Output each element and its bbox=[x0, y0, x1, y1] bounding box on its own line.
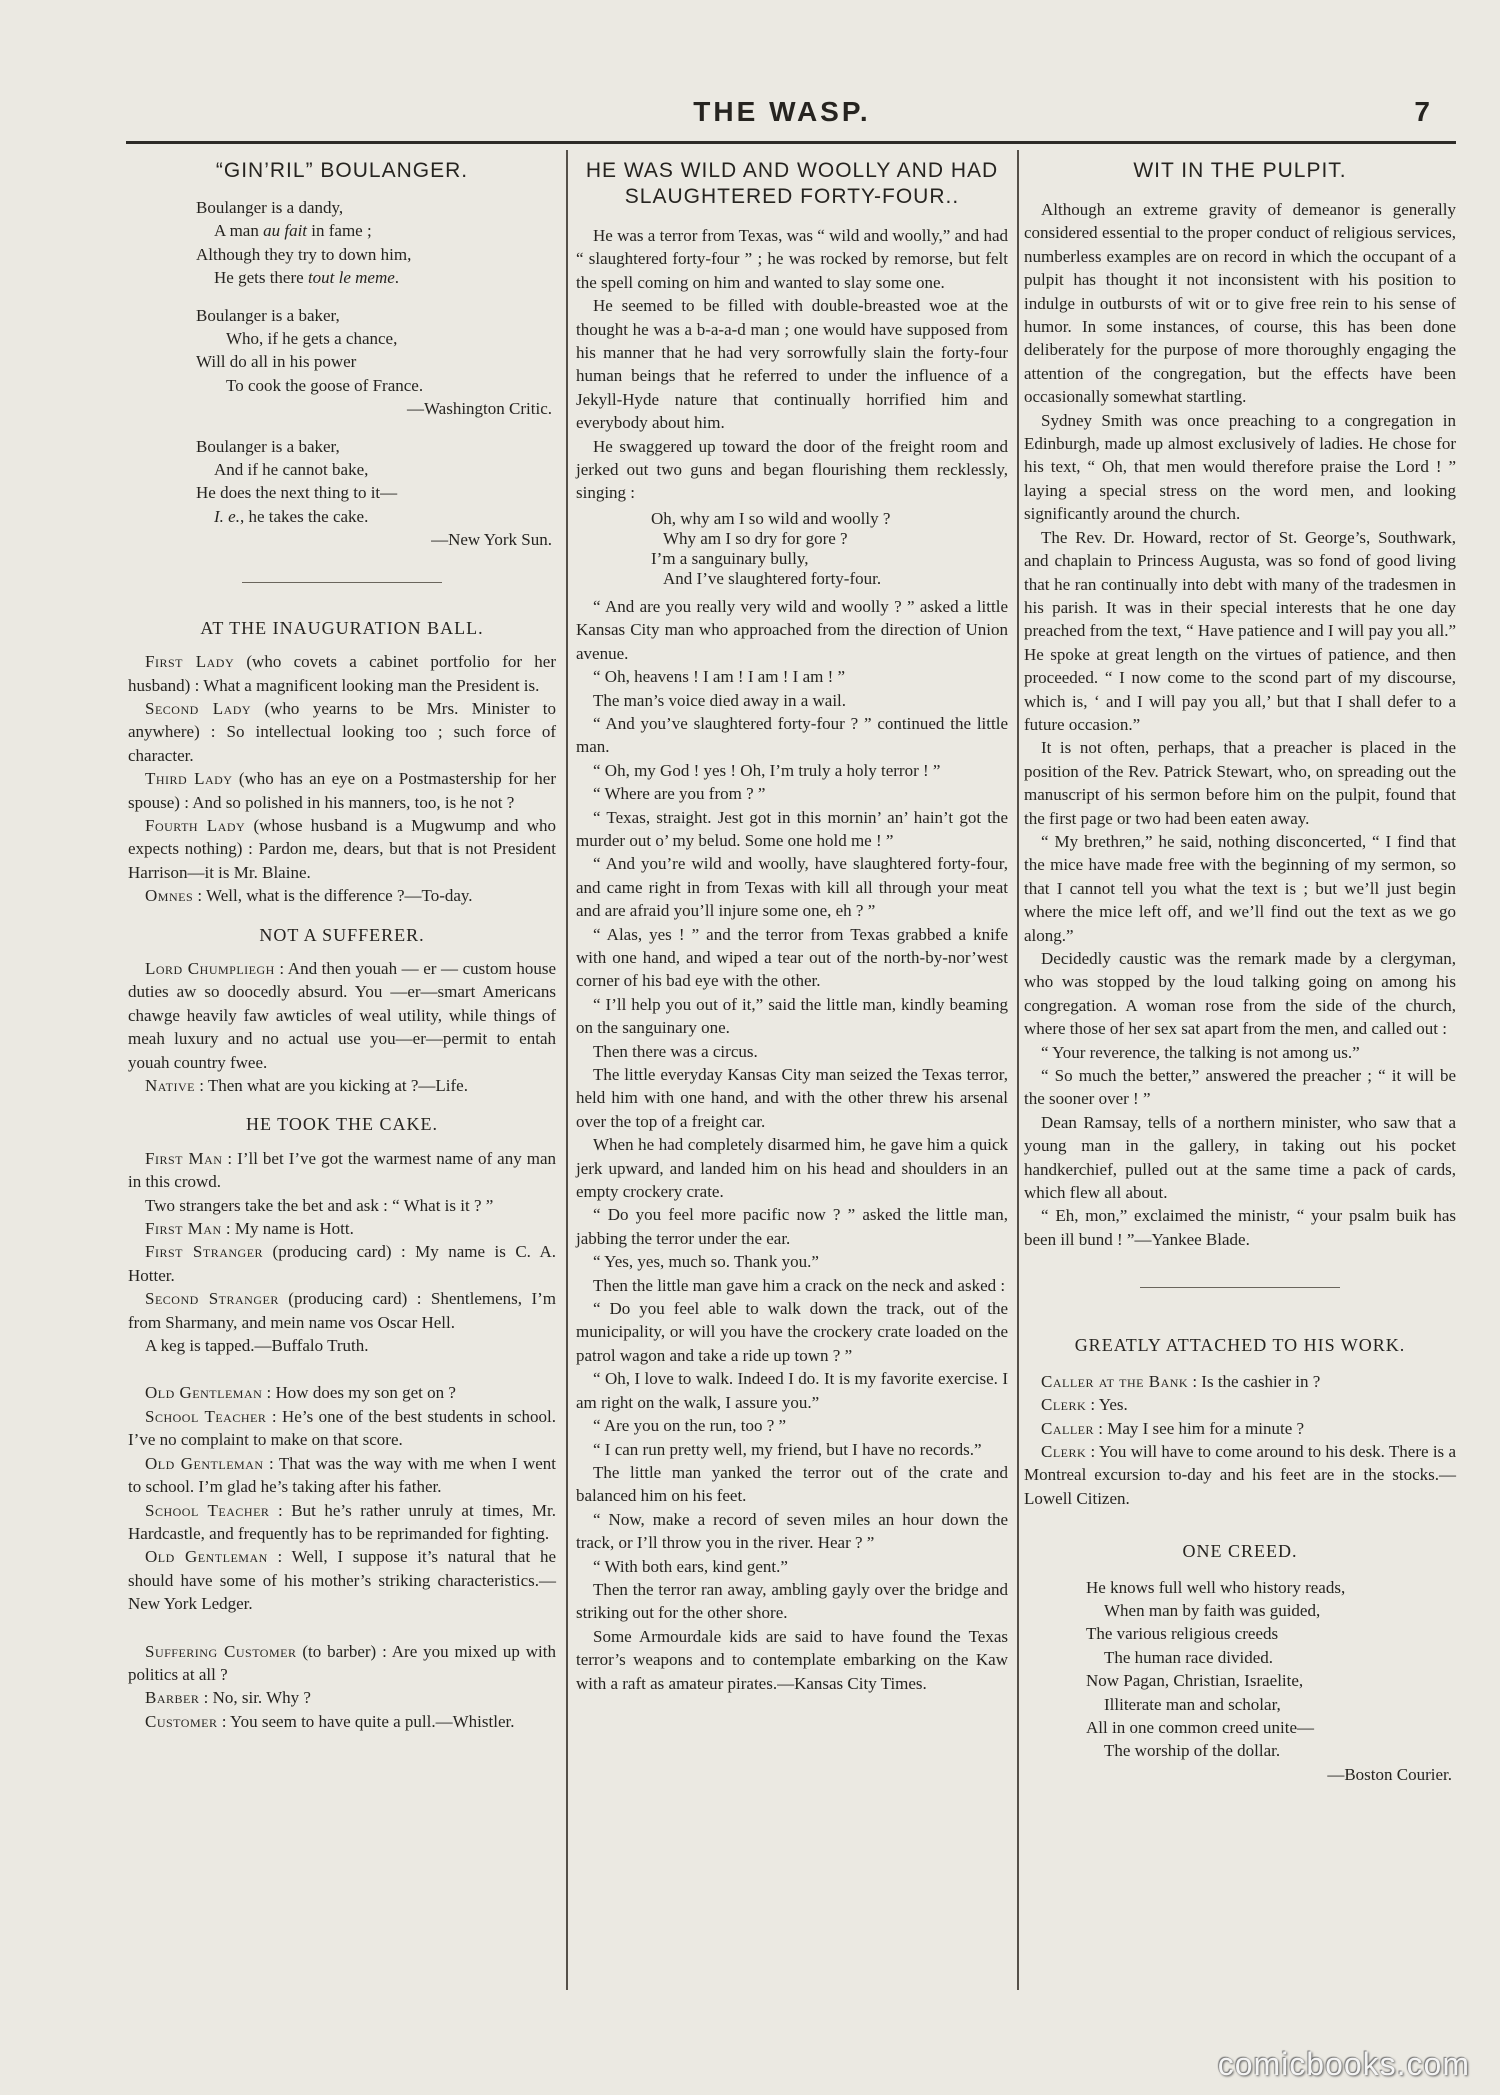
dialogue-line: Old Gentleman : Well, I suppose it’s natural that he should have some of his mother’s striking characteristics.—New York Ledger. bbox=[128, 1547, 556, 1614]
story-paragraph: “ Do you feel more pacific now ? ” asked the little man, jabbing the terror under the ear. bbox=[576, 1205, 1008, 1248]
story-paragraph: “ Yes, yes, much so. Thank you.” bbox=[593, 1252, 819, 1272]
poem-line: Boulanger is a baker, bbox=[196, 436, 340, 456]
story-paragraph: “ And are you really very wild and woolly ? ” asked a little Kansas City man who approached from the direction of Union avenue. bbox=[576, 596, 1008, 663]
dialogue-line: Third Lady (who has an eye on a Postmastership for her spouse) : And so polished in his manners, too, is he not ? bbox=[128, 769, 556, 812]
separator bbox=[1140, 1287, 1340, 1288]
cake-title: HE TOOK THE CAKE. bbox=[246, 1114, 438, 1135]
story-paragraph: “ I can run pretty well, my friend, but I have no records.” bbox=[593, 1439, 982, 1459]
story-paragraph: The man’s voice died away in a wail. bbox=[593, 690, 847, 710]
poem-line: When man by faith was guided, bbox=[1104, 1600, 1321, 1620]
attribution: —Washington Critic. bbox=[406, 399, 552, 419]
dialogue-line: Clerk : Yes. bbox=[1041, 1395, 1128, 1415]
story-paragraph: Some Armourdale kids are said to have found the Texas terror’s weapons and to contemplate embarking on the Kaw with a raft as amateur pirates.—Kansas City Times. bbox=[576, 1626, 1008, 1693]
story-paragraph: “ Oh, I love to walk. Indeed I do. It is my favorite exercise. I am right on the walk, I assure you.” bbox=[576, 1369, 1008, 1412]
poem-line: To cook the goose of France. bbox=[226, 375, 424, 395]
poem-line: Will do all in his power bbox=[196, 352, 357, 372]
dialogue-line: First Man : My name is Hott. bbox=[145, 1219, 354, 1239]
dialogue-line: Fourth Lady (whose husband is a Mugwump and who expects nothing) : Pardon me, dears, but that is not President Harrison—it is Mr. Blaine. bbox=[128, 815, 556, 882]
boulanger-stanza-1 bbox=[128, 196, 556, 290]
poem-line: I. e., he takes the cake. bbox=[214, 506, 369, 526]
poem-line: Although they try to down him, bbox=[196, 244, 412, 264]
boulanger-stanza-3 bbox=[128, 435, 556, 552]
story-paragraph: “ And you’ve slaughtered forty-four ? ” continued the little man. bbox=[576, 713, 1008, 757]
story-paragraph: He swaggered up toward the door of the freight room and jerked out two guns and began flourishing them recklessly, singing : bbox=[576, 436, 1008, 503]
sufferer-title: NOT A SUFFERER. bbox=[259, 924, 425, 945]
column-rule-1 bbox=[566, 150, 568, 1990]
story-paragraph: He seemed to be filled with double-breasted woe at the thought he was a b-a-a-d man ; one would have supposed from his manner that he had very sorrowfully slain the forty-four human beings that he referred to under the influence of a Jekyll-Hyde nature that continually horrified him and everybody about him. bbox=[576, 296, 1008, 433]
story-paragraph: “ Do you feel able to walk down the track, out of the municipality, or will you have the crockery crate loaded on the patrol wagon and take a ride up town ? ” bbox=[576, 1299, 1008, 1365]
dialogue-line: Customer : You seem to have quite a pull.—Whistler. bbox=[145, 1711, 515, 1731]
attached-title: GREATLY ATTACHED TO HIS WORK. bbox=[1074, 1335, 1406, 1356]
poem-line: Who, if he gets a chance, bbox=[226, 329, 398, 349]
poem-line: A man au fait in fame ; bbox=[214, 221, 372, 241]
song-line: Oh, why am I so wild and woolly ? bbox=[651, 508, 891, 528]
story-paragraph: “ Oh, heavens ! I am ! I am ! I am ! ” bbox=[593, 667, 846, 687]
column-3 bbox=[1024, 158, 1456, 1786]
dialogue-line: Caller : May I see him for a minute ? bbox=[1041, 1418, 1305, 1438]
story-paragraph: “ Texas, straight. Jest got in this mornin’ an’ hain’t got the murder out o’ my belud. Some one hold me ! ” bbox=[576, 807, 1008, 850]
wild-woolly-title: HE WAS WILD AND WOOLLY AND HAD SLAUGHTERED FORTY-FOUR.. bbox=[585, 159, 999, 208]
dialogue-line: Suffering Customer (to barber) : Are you mixed up with politics at all ? bbox=[128, 1641, 556, 1684]
poem-line: The worship of the dollar. bbox=[1104, 1741, 1281, 1761]
attribution: —New York Sun. bbox=[431, 530, 552, 550]
pulpit-paragraph: “ Eh, mon,” exclaimed the ministr, “ your psalm buik has been ill bund ! ”—Yankee Blade. bbox=[1024, 1206, 1456, 1249]
inauguration-title: AT THE INAUGURATION BALL. bbox=[200, 617, 484, 638]
pulpit-paragraph: It is not often, perhaps, that a preacher is placed in the position of the Rev. Patrick Stewart, who, on spreading out the manuscript of his sermon before him on the pulpit, found that the first page or two had been eaten away. bbox=[1024, 738, 1456, 828]
poem-line: Now Pagan, Christian, Israelite, bbox=[1086, 1671, 1304, 1691]
watermark: comicbooks.com bbox=[1217, 2046, 1470, 2082]
dialogue-line: Caller at the Bank : Is the cashier in ? bbox=[1041, 1371, 1321, 1391]
poem-line: The various religious creeds bbox=[1086, 1624, 1279, 1644]
column-1 bbox=[128, 158, 556, 1733]
pulpit-paragraph: Although an extreme gravity of demeanor is generally considered essential to the proper conduct of religious services, numberless examples are on record in which the occupant of a pulpit has thought it not inconsistent with his position to indulge in outbursts of wit or to give free rein to his sense of humor. In some instances, of course, this has been done deliberately for the purpose of more thoroughly engaging the attention of the congregation, but the effects have been occasionally somewhat startling. bbox=[1024, 200, 1456, 407]
poem-line: He does the next thing to it— bbox=[196, 483, 398, 503]
dialogue-line: First Lady (who covets a cabinet portfolio for her husband) : What a magnificent looking man the President is. bbox=[128, 652, 556, 695]
dialogue-line: Lord Chumpliegh : And then youah — er — custom house duties aw so doocedly absurd. You —er—smart Americans chawge heavily faw awticles of weal utility, while things of meah luxury and no actual use you—er—permit to entah youah country fwee. bbox=[128, 958, 556, 1072]
header-rule bbox=[126, 141, 1456, 144]
pulpit-paragraphs bbox=[1024, 198, 1456, 1251]
dialogue-line: Two strangers take the bet and ask : “ What is it ? ” bbox=[145, 1195, 494, 1215]
creed-title: ONE CREED. bbox=[1182, 1541, 1298, 1562]
story-paragraph: The little man yanked the terror out of the crate and balanced him on his feet. bbox=[576, 1462, 1008, 1506]
column-rule-2 bbox=[1017, 150, 1019, 1990]
poem-line: Illiterate man and scholar, bbox=[1104, 1694, 1281, 1714]
dialogue-line: Omnes : Well, what is the difference ?—To-day. bbox=[145, 886, 473, 906]
pulpit-paragraph: Dean Ramsay, tells of a northern minister, who saw that a young man in the gallery, in taking out his pocket handkerchief, pulled out at the same time a pack of cards, which flew all about. bbox=[1024, 1112, 1456, 1203]
pulpit-paragraph: “ Your reverence, the talking is not among us.” bbox=[1041, 1042, 1360, 1062]
song-line: I’m a sanguinary bully, bbox=[651, 548, 809, 568]
dialogue-line: Clerk : You will have to come around to his desk. There is a Montreal excursion to-day and his feet are in the stocks.—Lowell Citizen. bbox=[1024, 1441, 1456, 1508]
dialogue-line: Native : Then what are you kicking at ?—Life. bbox=[145, 1076, 468, 1095]
dialogue-line: A keg is tapped.—Buffalo Truth. bbox=[145, 1336, 369, 1356]
poem-line: The human race divided. bbox=[1104, 1647, 1273, 1667]
masthead: THE WASP. bbox=[693, 96, 871, 127]
song-line: And I’ve slaughtered forty-four. bbox=[663, 568, 882, 588]
story-paragraph: The little everyday Kansas City man seized the Texas terror, held him with one hand, and with the other threw his arsenal over the top of a freight car. bbox=[576, 1065, 1008, 1131]
story-paragraphs-2 bbox=[576, 595, 1008, 1695]
boulanger-title: “GIN’RIL” BOULANGER. bbox=[215, 159, 469, 182]
story-paragraph: Then there was a circus. bbox=[593, 1041, 758, 1061]
dialogue-line: School Teacher : He’s one of the best students in school. I’ve no complaint to make on that score. bbox=[128, 1406, 556, 1450]
song-verse bbox=[576, 509, 1008, 589]
poem-line: He gets there tout le meme. bbox=[214, 268, 400, 288]
story-paragraph: When he had completely disarmed him, he gave him a quick jerk upward, and landed him on his head and shoulders in an empty crockery crate. bbox=[576, 1135, 1008, 1202]
story-paragraph: “ Oh, my God ! yes ! Oh, I’m truly a holy terror ! ” bbox=[593, 760, 941, 780]
poem-line: All in one common creed unite— bbox=[1086, 1717, 1315, 1737]
story-paragraph: “ Are you on the run, too ? ” bbox=[593, 1416, 787, 1436]
story-paragraph: “ Where are you from ? ” bbox=[593, 784, 766, 804]
creed-poem bbox=[1024, 1576, 1456, 1763]
story-paragraph: “ With both ears, kind gent.” bbox=[593, 1556, 788, 1576]
dialogue-line: Old Gentleman : How does my son get on ? bbox=[145, 1383, 456, 1403]
attribution: —Boston Courier. bbox=[1327, 1764, 1452, 1784]
pulpit-paragraph: Decidedly caustic was the remark made by a clergyman, who was stopped by the loud talking going on among his congregation. A woman rose from the side of the church, where those of her sex sat apart from the men, and called out : bbox=[1024, 949, 1456, 1039]
story-paragraph: He was a terror from Texas, was “ wild and woolly,” and had “ slaughtered forty-four ” ; he was rocked by remorse, but felt the spell coming on him and wanted to slay some one. bbox=[576, 226, 1008, 292]
separator bbox=[242, 582, 442, 583]
page-header bbox=[128, 96, 1436, 130]
story-paragraph: “ Now, make a record of seven miles an hour down the track, or I’ll throw you in the river. Hear ? ” bbox=[576, 1509, 1008, 1553]
column-2 bbox=[576, 158, 1008, 1695]
dialogue-line: Old Gentleman : That was the way with me when I went to school. I’m glad he’s taking after his father. bbox=[128, 1453, 556, 1497]
story-paragraph: Then the terror ran away, ambling gayly over the bridge and striking out for the other shore. bbox=[576, 1579, 1008, 1623]
poem-line: Boulanger is a dandy, bbox=[196, 198, 344, 217]
story-paragraph: Then the little man gave him a crack on the neck and asked : bbox=[593, 1275, 1006, 1295]
dialogue-line: First Stranger (producing card) : My name is C. A. Hotter. bbox=[128, 1242, 556, 1285]
pulpit-paragraph: The Rev. Dr. Howard, rector of St. George’s, Southwark, and chaplain to Princess Augusta, was so fond of good living that he ran continually into debt with many of the tradesmen in his parish. It was in their special interests that he one day preached from the text, “ Have patience and I will pay you all.” He spoke at great length on the virtues of patience, and then proceeded. “ I now come to the scond part of my discourse, which is, ‘ and I will pay you all,’ but that I shall defer to a future occasion.” bbox=[1024, 527, 1456, 734]
boulanger-stanza-2 bbox=[128, 304, 556, 421]
poem-line: And if he cannot bake, bbox=[214, 460, 369, 480]
story-paragraph: “ Alas, yes ! ” and the terror from Texas grabbed a knife with one hand, and wiped a tear out of the north-by-nor’west corner of his bad eye with the other. bbox=[576, 924, 1008, 991]
dialogue-line: Second Stranger (producing card) : Shentlemens, I’m from Sharmany, and mein name vos Oscar Hell. bbox=[128, 1289, 556, 1332]
poem-line: He knows full well who history reads, bbox=[1086, 1577, 1346, 1597]
dialogue-line: Second Lady (who yearns to be Mrs. Minister to anywhere) : So intellectual looking too ; such force of character. bbox=[128, 698, 556, 765]
pulpit-paragraph: “ My brethren,” he said, nothing disconcerted, “ I find that the mice have made free with the beginning of my sermon, so that I cannot tell you what the text is ; but we’ll just begin where the mice left off, and we’ll find out the text as we go along.” bbox=[1024, 831, 1456, 945]
pulpit-title: WIT IN THE PULPIT. bbox=[1133, 159, 1347, 182]
story-paragraph: “ I’ll help you out of it,” said the little man, kindly beaming on the sanguinary one. bbox=[576, 994, 1008, 1038]
dialogue-line: First Man : I’ll bet I’ve got the warmest name of any man in this crowd. bbox=[128, 1148, 557, 1192]
dialogue-line: School Teacher : But he’s rather unruly at times, Mr. Hardcastle, and frequently has to be reprimanded for fighting. bbox=[128, 1500, 556, 1543]
dialogue-line: Barber : No, sir. Why ? bbox=[145, 1688, 311, 1708]
poem-line: Boulanger is a baker, bbox=[196, 305, 340, 325]
page-number: 7 bbox=[1414, 96, 1430, 127]
pulpit-paragraph: Sydney Smith was once preaching to a congregation in Edinburgh, made up almost exclusively of ladies. He chose for his text, “ Oh, that men would therefore praise the Lord ! ” laying a special stress on the word men, and looking significantly around the church. bbox=[1024, 410, 1456, 524]
song-line: Why am I so dry for gore ? bbox=[663, 528, 848, 548]
story-paragraph: “ And you’re wild and woolly, have slaughtered forty-four, and came right in from Texas with kill all through your meat and are afraid you’ll injure some one, eh ? ” bbox=[576, 854, 1008, 921]
story-paragraphs-1 bbox=[576, 224, 1008, 505]
pulpit-paragraph: “ So much the better,” answered the preacher ; “ it will be the sooner over ! ” bbox=[1024, 1066, 1456, 1109]
